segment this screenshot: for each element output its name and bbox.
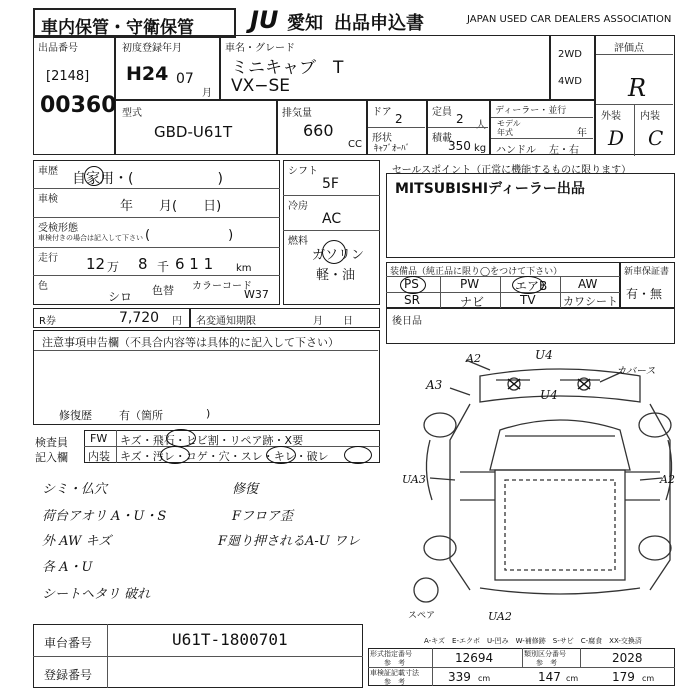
note-left-1: シミ・仏穴 xyxy=(42,482,108,497)
model-name: ミニキャブ T xyxy=(231,58,344,78)
drive-4wd: 4WD xyxy=(558,76,582,87)
storage-badge-text: 車内保管・守衛保管 xyxy=(41,18,194,38)
equip-navi: ナビ xyxy=(460,295,485,309)
inspector-label-1: 検査員 xyxy=(35,436,68,449)
load-unit: kg xyxy=(474,143,487,154)
first-registration-year: H24 xyxy=(126,63,169,85)
listing-number: 00360 xyxy=(40,93,117,118)
length-unit: cm xyxy=(478,674,491,683)
selling-points-text: MITSUBISHIディーラー出品 xyxy=(395,181,585,197)
repair-history-label: 修復歴 xyxy=(59,409,92,422)
chassis-number: U61T-1800701 xyxy=(172,630,288,649)
mileage-label: 走行 xyxy=(38,253,58,264)
width-unit: cm xyxy=(566,674,579,683)
color-label: 色 xyxy=(38,281,48,292)
size-sub: 参 考 xyxy=(384,678,405,686)
ju-logo: JU xyxy=(250,6,279,34)
fuel-label: 燃料 xyxy=(288,236,308,247)
mileage-rest: 6 1 1 xyxy=(175,255,214,273)
selling-points-label: セールスポイント（正常に機能するものに限ります） xyxy=(392,165,632,176)
color-code-label: カラーコード xyxy=(192,281,252,292)
drive-2wd: 2WD xyxy=(558,49,582,60)
first-registration-label: 初度登録年月 xyxy=(122,43,182,54)
type-number-sub: 参 考 xyxy=(384,659,405,667)
repair-close-paren: ) xyxy=(206,407,211,420)
model-grade: VX−SE xyxy=(231,76,291,96)
shape-value: ｷｬﾌﾞｵｰﾊﾞ xyxy=(374,144,411,154)
recycle-label: R券 xyxy=(39,316,56,327)
mark-cover: カバース xyxy=(616,366,656,377)
class-number-sub: 参 考 xyxy=(536,659,557,667)
displacement-value: 660 xyxy=(303,121,334,140)
repair-history-value: 有（箇所 xyxy=(119,409,163,422)
length-value: 339 xyxy=(448,670,471,684)
acceptance-value: ( ) xyxy=(145,228,234,243)
note-right-3: F廻り押されるA-U ワレ xyxy=(218,534,360,549)
equip-aw: AW xyxy=(578,277,598,291)
document-title: 出品申込書 xyxy=(334,13,424,34)
note-left-5: シートヘタリ 破れ xyxy=(42,587,151,602)
aichi-label: 愛知 xyxy=(287,13,323,34)
mileage-unit: km xyxy=(236,263,252,274)
load-label: 積載 xyxy=(432,133,452,144)
warranty-value: 有・無 xyxy=(626,287,663,301)
listing-number-label: 出品番号 xyxy=(38,43,78,54)
class-number-value: 2028 xyxy=(612,651,643,665)
acceptance-label: 受検形態 xyxy=(38,223,78,234)
load-value: 350 xyxy=(448,139,471,153)
repaint-label: 色替 xyxy=(152,284,174,297)
model-code: GBD-U61T xyxy=(154,123,233,141)
exterior-label: 外装 xyxy=(601,111,621,122)
inspection-value: 年 月( 日) xyxy=(120,199,222,214)
score-value: R xyxy=(628,74,647,102)
history-value: 自家用・( ) xyxy=(72,171,223,187)
registration-label: 登録番号 xyxy=(44,668,93,682)
handle-label: ハンドル xyxy=(496,145,536,156)
model-year-unit: 年 xyxy=(577,128,587,139)
note-left-2: 荷台アオリ A・U・S xyxy=(42,509,167,524)
tax-notice-label: 名変通知期限 xyxy=(196,316,256,327)
fuel-gas: ガソリン xyxy=(312,248,365,263)
displacement-unit: CC xyxy=(348,139,362,150)
chassis-label: 車台番号 xyxy=(44,636,93,650)
first-registration-month: 07 xyxy=(176,71,194,87)
inspector-label-2: 記入欄 xyxy=(35,451,68,464)
tax-notice-value: 月 日 xyxy=(313,316,353,327)
association-name: JAPAN USED CAR DEALERS ASSOCIATION xyxy=(467,14,672,25)
exterior-score: D xyxy=(608,126,625,150)
mileage-sen: 8 xyxy=(138,255,148,273)
size-label: 車検証記載寸法 xyxy=(370,669,419,677)
listing-sub-number: [2148] xyxy=(46,69,90,84)
doors-label: ドア xyxy=(372,107,392,118)
cooler-label: 冷房 xyxy=(288,201,308,212)
doors-value: 2 xyxy=(395,112,403,126)
score-label: 評価点 xyxy=(614,43,644,54)
spare-label: スペア xyxy=(408,611,436,621)
capacity-value: 2 xyxy=(456,112,464,126)
capacity-label: 定員 xyxy=(432,107,452,118)
shape-label: 形状 xyxy=(372,133,392,144)
model-year-label: モデル年式 xyxy=(497,119,521,137)
note-right-1: 修復 xyxy=(232,482,259,497)
mark-ua2: UA2 xyxy=(488,610,512,623)
history-label: 車歴 xyxy=(38,166,58,177)
model-grade-label: 車名・グレード xyxy=(225,43,295,54)
recycle-value: 7,720 xyxy=(119,310,160,326)
shift-value: 5F xyxy=(322,176,339,192)
mark-a3: A3 xyxy=(426,378,443,392)
equip-pw: PW xyxy=(460,277,480,291)
later-items-label: 後日品 xyxy=(392,316,422,327)
note-right-2: Fフロア歪 xyxy=(232,509,294,524)
fw-items: キズ・飛石・ヒビ割・リペア跡・X要 xyxy=(120,434,304,447)
first-registration-month-unit: 月 xyxy=(202,88,212,99)
width-value: 147 xyxy=(538,670,561,684)
interior-items: キズ・汚レ・コゲ・穴・スレ・キレ・破レ xyxy=(120,450,329,463)
recycle-unit: 円 xyxy=(172,316,182,327)
cooler-value: AC xyxy=(322,211,342,227)
type-number-label: 形式指定番号 xyxy=(370,650,412,658)
fuel-diesel: 軽・油 xyxy=(316,268,356,283)
equipment-label: 装備品（純正品に限り◯をつけて下さい） xyxy=(390,267,563,277)
displacement-label: 排気量 xyxy=(282,108,312,119)
equip-ps: PS xyxy=(404,277,419,291)
equip-sr: SR xyxy=(404,293,420,307)
capacity-unit: 人 xyxy=(476,120,486,131)
shift-label: シフト xyxy=(288,166,318,177)
note-left-3: 外 AW キズ xyxy=(42,534,112,549)
fw-label: FW xyxy=(90,432,108,445)
height-unit: cm xyxy=(642,674,655,683)
acceptance-note: 車検付きの場合は記入して下さい xyxy=(38,234,143,242)
handle-options: 左・右 xyxy=(549,145,579,156)
dealer-label: ディーラー・並行 xyxy=(495,106,567,116)
color-value: シロ xyxy=(108,290,133,304)
equip-airbag: エアB xyxy=(515,279,548,293)
interior-score: C xyxy=(648,126,664,150)
mark-a2-right: A2 xyxy=(660,473,675,486)
mark-u4-mid: U4 xyxy=(540,388,558,402)
mark-a2-top: A2 xyxy=(466,352,481,365)
equip-tv: TV xyxy=(520,293,536,307)
interior-row-label: 内装 xyxy=(88,450,110,463)
warranty-label: 新車保証書 xyxy=(624,267,670,277)
model-code-label: 型式 xyxy=(122,108,142,119)
class-number-label: 類別区分番号 xyxy=(524,650,566,658)
mileage-man-unit: 万 xyxy=(107,260,120,274)
interior-label: 内装 xyxy=(640,111,660,122)
equip-leather: カワシート xyxy=(563,295,618,308)
caution-label: 注意事項申告欄（不具合内容等は具体的に記入して下さい） xyxy=(42,336,339,349)
mileage-man: 12 xyxy=(86,255,106,273)
mileage-sen-unit: 千 xyxy=(157,260,170,274)
color-code: W37 xyxy=(244,288,269,301)
type-number-value: 12694 xyxy=(455,651,494,665)
inspection-label: 車検 xyxy=(38,194,58,205)
damage-legend: A-キズ E-エクボ U-凹み W-補修跡 S-サビ C-腐食 XX-交換済 xyxy=(424,637,642,645)
mark-ua3: UA3 xyxy=(402,473,426,486)
height-value: 179 xyxy=(612,670,635,684)
mark-u4-top: U4 xyxy=(535,348,553,362)
note-left-4: 各 A・U xyxy=(42,560,93,575)
